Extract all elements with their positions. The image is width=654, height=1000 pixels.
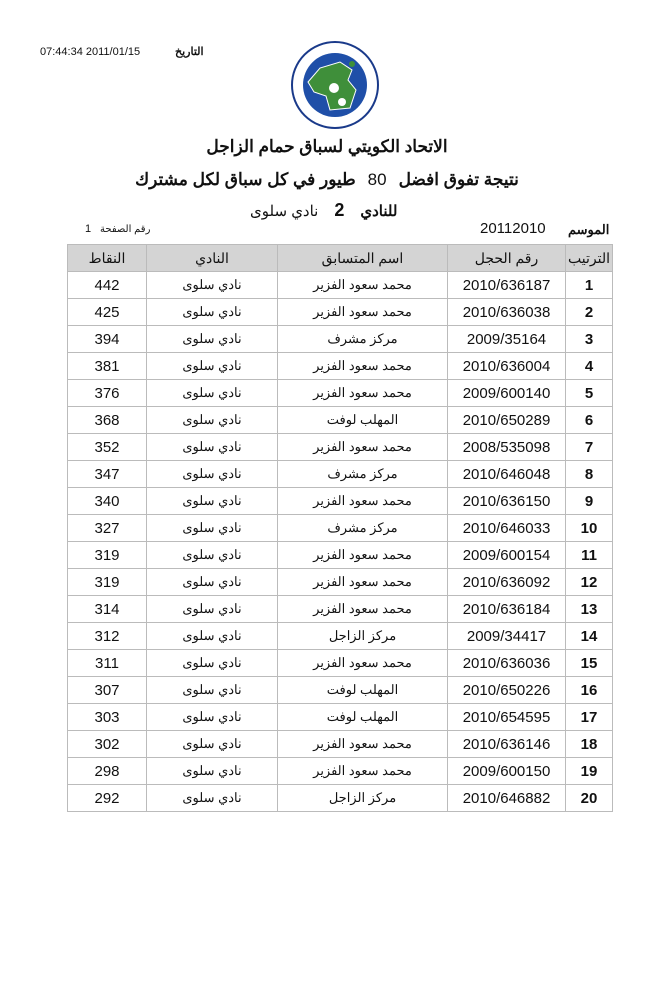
season-value: 20112010 — [480, 220, 546, 237]
cell-rank: 15 — [566, 650, 613, 677]
table-row — [68, 434, 613, 461]
cell-rank: 1 — [566, 272, 613, 299]
season-label: الموسم — [568, 222, 610, 237]
cell-ring: 2010/636187 — [448, 272, 566, 299]
cell-points: 442 — [68, 272, 147, 299]
cell-club: نادي سلوى — [147, 650, 278, 677]
cell-ring: 2010/636038 — [448, 299, 566, 326]
cell-rank: 6 — [566, 407, 613, 434]
cell-club: نادي سلوى — [147, 569, 278, 596]
table-row — [68, 326, 613, 353]
cell-points: 319 — [68, 569, 147, 596]
cell-rank: 5 — [566, 380, 613, 407]
cell-rank: 4 — [566, 353, 613, 380]
cell-name: مركز الزاجل — [278, 785, 448, 812]
cell-name: المهلب لوفت — [278, 677, 448, 704]
table-row — [68, 650, 613, 677]
cell-name: مركز الزاجل — [278, 623, 448, 650]
table-row — [68, 542, 613, 569]
table-row — [68, 677, 613, 704]
cell-points: 381 — [68, 353, 147, 380]
cell-name: محمد سعود الفزير — [278, 569, 448, 596]
page-label: رقم الصفحة — [100, 224, 151, 235]
cell-ring: 2009/34417 — [448, 623, 566, 650]
table-row — [68, 515, 613, 542]
cell-rank: 10 — [566, 515, 613, 542]
cell-club: نادي سلوى — [147, 515, 278, 542]
cell-name: محمد سعود الفزير — [278, 650, 448, 677]
cell-points: 303 — [68, 704, 147, 731]
table-header-row — [68, 245, 613, 272]
club-name: نادي سلوى — [250, 203, 319, 220]
cell-rank: 9 — [566, 488, 613, 515]
subtitle-part1: نتيجة تفوق افضل — [398, 170, 519, 189]
table-row — [68, 758, 613, 785]
cell-ring: 2010/650226 — [448, 677, 566, 704]
header-rank: الترتيب — [566, 245, 613, 272]
subtitle-number: 80 — [367, 170, 387, 189]
cell-name: محمد سعود الفزير — [278, 488, 448, 515]
document-subtitle — [0, 170, 654, 190]
cell-ring: 2010/636036 — [448, 650, 566, 677]
cell-ring: 2010/646033 — [448, 515, 566, 542]
cell-points: 298 — [68, 758, 147, 785]
cell-points: 307 — [68, 677, 147, 704]
cell-name: المهلب لوفت — [278, 704, 448, 731]
cell-club: نادي سلوى — [147, 542, 278, 569]
table-row — [68, 488, 613, 515]
cell-ring: 2009/600154 — [448, 542, 566, 569]
cell-club: نادي سلوى — [147, 704, 278, 731]
date-label: التاريخ — [175, 46, 204, 58]
table-row — [68, 623, 613, 650]
cell-rank: 8 — [566, 461, 613, 488]
cell-ring: 2010/636150 — [448, 488, 566, 515]
cell-ring: 2009/600150 — [448, 758, 566, 785]
cell-rank: 16 — [566, 677, 613, 704]
cell-points: 352 — [68, 434, 147, 461]
cell-ring: 2010/654595 — [448, 704, 566, 731]
cell-ring: 2008/535098 — [448, 434, 566, 461]
cell-name: المهلب لوفت — [278, 407, 448, 434]
header-ring: رقم الحجل — [448, 245, 566, 272]
cell-club: نادي سلوى — [147, 299, 278, 326]
table-row — [68, 272, 613, 299]
table-row — [68, 569, 613, 596]
cell-name: محمد سعود الفزير — [278, 731, 448, 758]
cell-points: 314 — [68, 596, 147, 623]
cell-name: محمد سعود الفزير — [278, 272, 448, 299]
table-row — [68, 704, 613, 731]
cell-club: نادي سلوى — [147, 758, 278, 785]
cell-points: 394 — [68, 326, 147, 353]
cell-points: 368 — [68, 407, 147, 434]
cell-club: نادي سلوى — [147, 677, 278, 704]
cell-name: محمد سعود الفزير — [278, 380, 448, 407]
cell-ring: 2010/636092 — [448, 569, 566, 596]
cell-rank: 2 — [566, 299, 613, 326]
subtitle-part2: طيور في كل سباق لكل مشترك — [135, 170, 356, 189]
table-row — [68, 407, 613, 434]
cell-rank: 20 — [566, 785, 613, 812]
cell-points: 292 — [68, 785, 147, 812]
results-table — [67, 244, 613, 812]
table-row — [68, 596, 613, 623]
table-row — [68, 785, 613, 812]
report-date: 07:44:34 2011/01/15 — [40, 46, 141, 58]
cell-name: مركز مشرف — [278, 515, 448, 542]
cell-club: نادي سلوى — [147, 326, 278, 353]
cell-club: نادي سلوى — [147, 785, 278, 812]
cell-points: 376 — [68, 380, 147, 407]
club-label: للنادي — [360, 203, 398, 220]
cell-points: 302 — [68, 731, 147, 758]
cell-rank: 11 — [566, 542, 613, 569]
cell-ring: 2010/646882 — [448, 785, 566, 812]
cell-name: محمد سعود الفزير — [278, 353, 448, 380]
cell-rank: 19 — [566, 758, 613, 785]
cell-club: نادي سلوى — [147, 461, 278, 488]
cell-name: محمد سعود الفزير — [278, 758, 448, 785]
cell-rank: 3 — [566, 326, 613, 353]
cell-club: نادي سلوى — [147, 434, 278, 461]
cell-points: 312 — [68, 623, 147, 650]
header-club: النادي — [147, 245, 278, 272]
header-points: النقاط — [68, 245, 147, 272]
table-row — [68, 731, 613, 758]
cell-club: نادي سلوى — [147, 488, 278, 515]
cell-name: مركز مشرف — [278, 326, 448, 353]
cell-club: نادي سلوى — [147, 731, 278, 758]
cell-rank: 17 — [566, 704, 613, 731]
cell-club: نادي سلوى — [147, 272, 278, 299]
cell-rank: 18 — [566, 731, 613, 758]
cell-points: 311 — [68, 650, 147, 677]
cell-club: نادي سلوى — [147, 407, 278, 434]
cell-name: محمد سعود الفزير — [278, 542, 448, 569]
table-row — [68, 461, 613, 488]
cell-ring: 2009/600140 — [448, 380, 566, 407]
page-number: 1 — [85, 223, 92, 235]
cell-ring: 2010/636146 — [448, 731, 566, 758]
cell-ring: 2010/636004 — [448, 353, 566, 380]
cell-club: نادي سلوى — [147, 380, 278, 407]
cell-points: 327 — [68, 515, 147, 542]
cell-ring: 2010/636184 — [448, 596, 566, 623]
cell-rank: 14 — [566, 623, 613, 650]
cell-rank: 13 — [566, 596, 613, 623]
cell-club: نادي سلوى — [147, 623, 278, 650]
federation-logo — [290, 40, 380, 130]
cell-name: محمد سعود الفزير — [278, 299, 448, 326]
cell-points: 319 — [68, 542, 147, 569]
club-line — [250, 200, 397, 221]
cell-points: 425 — [68, 299, 147, 326]
cell-points: 340 — [68, 488, 147, 515]
cell-name: محمد سعود الفزير — [278, 434, 448, 461]
cell-points: 347 — [68, 461, 147, 488]
table-row — [68, 380, 613, 407]
cell-name: محمد سعود الفزير — [278, 596, 448, 623]
cell-ring: 2010/646048 — [448, 461, 566, 488]
table-row — [68, 353, 613, 380]
cell-ring: 2009/35164 — [448, 326, 566, 353]
cell-ring: 2010/650289 — [448, 407, 566, 434]
cell-club: نادي سلوى — [147, 353, 278, 380]
cell-rank: 7 — [566, 434, 613, 461]
club-number: 2 — [334, 200, 345, 220]
document-title: الاتحاد الكويتي لسباق حمام الزاجل — [206, 137, 448, 156]
cell-club: نادي سلوى — [147, 596, 278, 623]
cell-name: مركز مشرف — [278, 461, 448, 488]
header-name: اسم المتسابق — [278, 245, 448, 272]
cell-rank: 12 — [566, 569, 613, 596]
table-row — [68, 299, 613, 326]
